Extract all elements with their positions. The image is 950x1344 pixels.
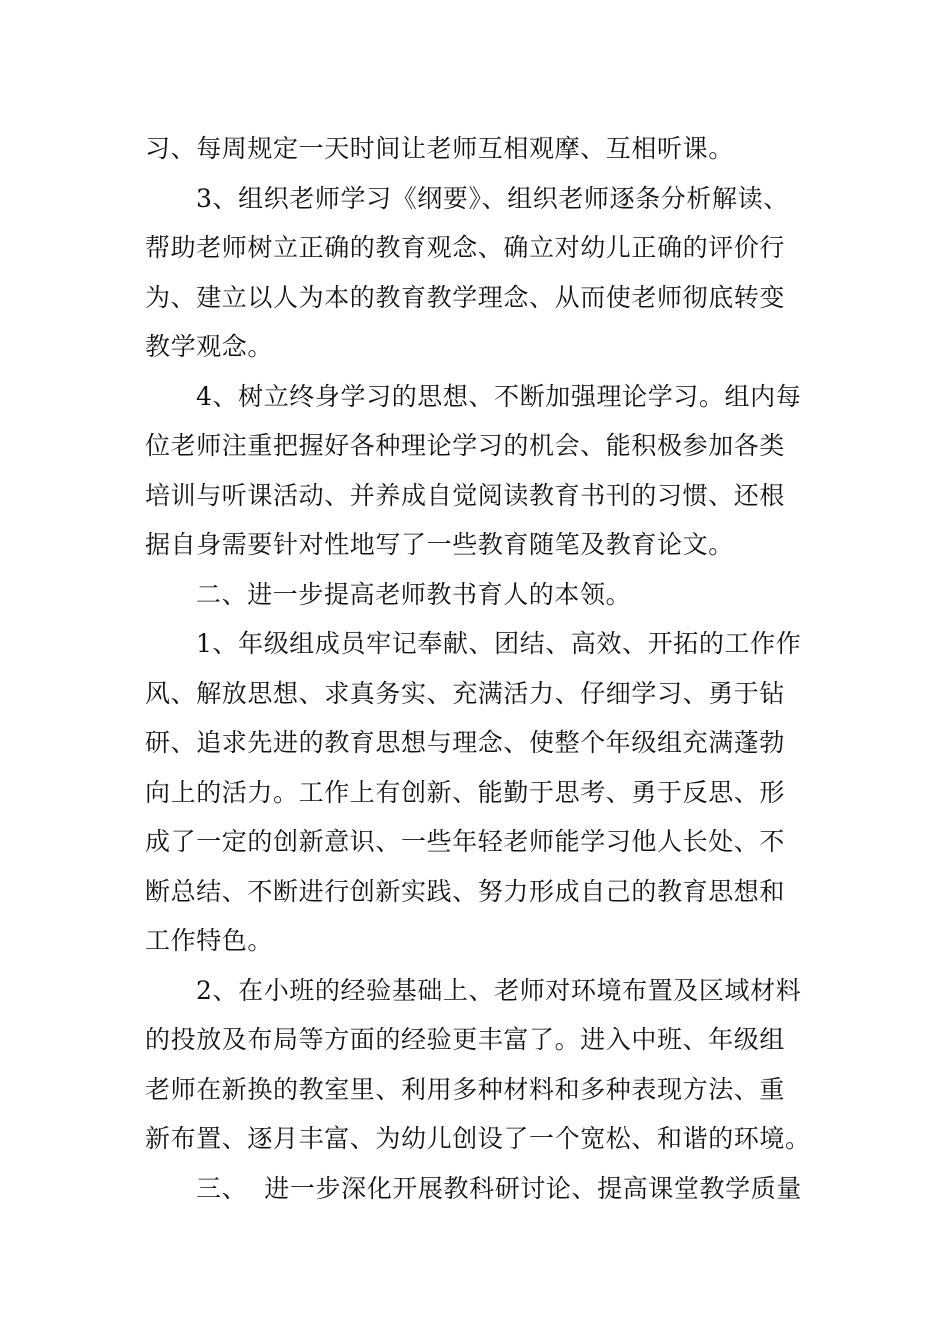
text-line-12: 风、解放思想、求真务实、充满活力、仔细学习、勇于钻: [145, 678, 786, 708]
text-line-2: 3、组织老师学习《纲要》、组织老师逐条分析解读、: [196, 183, 789, 213]
text-line-20: 老师在新换的教室里、利用多种材料和多种表现方法、重: [145, 1074, 786, 1104]
text-line-11: 1、年级组成员牢记奉献、团结、高效、开拓的工作作: [196, 629, 802, 658]
text-line-17: 工作特色。: [145, 926, 274, 955]
text-line-8: 培训与听课活动、并养成自觉阅读教育书刊的习惯、还根: [145, 480, 786, 510]
text-line-4: 为、建立以人为本的教育教学理念、从而使老师彻底转变: [145, 282, 786, 312]
text-line-9: 据自身需要针对性地写了一些教育随笔及教育论文。: [145, 530, 734, 559]
document-text-body: [145, 124, 815, 1213]
text-line-19: 的投放及布局等方面的经验更丰富了。进入中班、年级组: [145, 1025, 786, 1054]
text-line-18: 2、在小班的经验基础上、老师对环境布置及区域材料: [196, 975, 802, 1005]
text-line-14: 向上的活力。工作上有创新、能勤于思考、勇于反思、形: [145, 777, 786, 807]
text-line-5: 教学观念。: [145, 332, 274, 361]
section-heading-2: 二、进一步提高老师教书育人的本领。: [196, 579, 632, 609]
text-line-16: 断总结、不断进行创新实践、努力形成自己的教育思想和: [145, 876, 786, 906]
text-line-7: 位老师注重把握好各种理论学习的机会、能积极参加各类: [145, 431, 786, 460]
text-line-15: 成了一定的创新意识、一些年轻老师能学习他人长处、不: [145, 827, 786, 856]
text-line-21: 新布置、逐月丰富、为幼儿创设了一个宽松、和谐的环境。: [145, 1124, 811, 1153]
text-line-13: 研、追求先进的教育思想与理念、使整个年级组充满蓬勃: [145, 728, 786, 757]
text-line-1: 习、每周规定一天时间让老师互相观摩、互相听课。: [145, 134, 734, 163]
text-line-6: 4、树立终身学习的思想、不断加强理论学习。组内每: [196, 381, 802, 411]
text-line-3: 帮助老师树立正确的教育观念、确立对幼儿正确的评价行: [145, 233, 786, 262]
section-heading-3: 三、 进一步深化开展教科研讨论、提高课堂教学质量: [196, 1173, 802, 1203]
